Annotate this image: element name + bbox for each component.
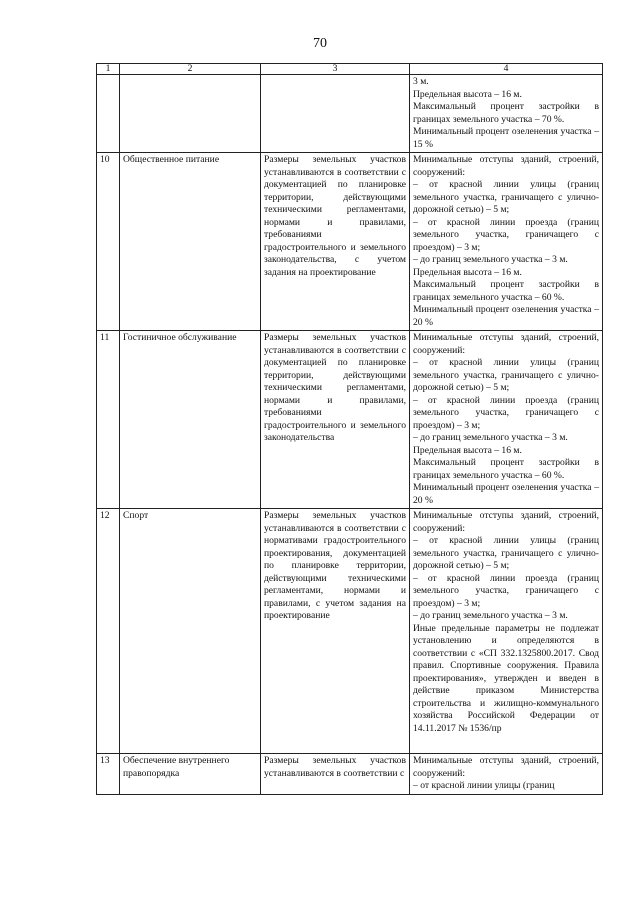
param-line: – до границ земельного участка – 3 м. [413,254,568,265]
land-plot-sizes: Размеры земельных участков устанавливаются в соответствии с документацией по планировке территории, действующими техническими регламентами, нормами и правилами, требованиями градостроительного и земельного законодательства, с учетом задания на проектирование [261,153,410,331]
row-name-cell [120,75,261,153]
use-type-name: Обеспечение внутреннего правопорядка [120,754,261,795]
table-row-continued [97,75,603,153]
param-line: Минимальные отступы зданий, строений, сооружений: [413,332,599,356]
param-line: Максимальный процент застройки в границах земельного участка – 60 %. [413,457,599,481]
param-line: Минимальные отступы зданий, строений, сооружений: [413,154,599,178]
row-number: 10 [97,153,120,331]
land-plot-sizes: Размеры земельных участков устанавливаются в соответствии с [261,754,410,795]
param-line: – от красной линии проезда (границ земельного участка, граничащего с проездом) – 3 м; [413,394,599,431]
column-number-1: 1 [97,64,120,75]
param-line: – от красной линии проезда (границ земельного участка, граничащего с проездом) – 3 м; [413,216,599,253]
param-line: – до границ земельного участка – 3 м. [413,610,568,621]
param-line: – от красной линии улицы (границ [413,780,555,791]
land-plot-sizes: Размеры земельных участков устанавливаются в соответствии с документацией по планировке территории, действующими техническими регламентами, нормами и правилами, требованиями градостроительного и земельного законодательства [261,331,410,509]
row-params-cell [410,331,603,509]
use-type-name: Общественное питание [120,153,261,331]
param-line: – от красной линии проезда (границ земельного участка, граничащего с проездом) – 3 м; [413,572,599,609]
row-number: 12 [97,509,120,754]
row-number: 11 [97,331,120,509]
row-number-cell [97,75,120,153]
land-plot-sizes: Размеры земельных участков устанавливаются в соответствии с нормативами градостроительного проектирования, документацией по планировке территории, действующими техническими регламентами, нормами и правилами, с учетом задания на проектирование [261,509,410,754]
param-line: Предельная высота – 16 м. [413,266,522,278]
row-params-cell [410,75,603,153]
param-line: Минимальные отступы зданий, строений, сооружений: [413,510,599,534]
table-row-10 [97,153,603,331]
param-line: Иные предельные параметры не подлежат установлению и определяются в соответствии с «СП 332.1325800.2017. Свод правил. Спортивные сооружения. Правила проектирования», утвержден и введен в действие приказом Министерства строительства и жилищно-коммунального хозяйства Российской Федерации от 14.11.2017 № 1536/пр [413,622,599,734]
row-sizes-cell [261,75,410,153]
table-row-12 [97,509,603,754]
param-line: Предельная высота – 16 м. [413,88,522,100]
use-type-name: Спорт [120,509,261,754]
column-number-2: 2 [120,64,261,75]
param-line: Предельная высота – 16 м. [413,444,522,456]
param-line: Минимальные отступы зданий, строений, сооружений: [413,755,599,779]
use-type-name: Гостиничное обслуживание [120,331,261,509]
param-line: Минимальный процент озеленения участка – 15 % [413,126,599,150]
row-params-cell [410,509,603,754]
param-line: 3 м. [413,76,429,87]
table-row-11 [97,331,603,509]
column-number-4: 4 [410,64,603,75]
row-params-cell [410,754,603,795]
param-line: Максимальный процент застройки в границах земельного участка – 60 %. [413,279,599,303]
param-line: Минимальный процент озеленения участка – 20 % [413,482,599,506]
param-line: – от красной линии улицы (границ земельного участка, граничащего с улично-дорожной сетью) – 5 м; [413,535,599,571]
row-number: 13 [97,754,120,795]
regulations-table [96,63,603,795]
column-number-row [97,64,603,75]
param-line: Минимальный процент озеленения участка – 20 % [413,304,599,328]
column-number-3: 3 [261,64,410,75]
page-number: 70 [313,36,327,51]
param-line: – от красной линии улицы (границ земельного участка, граничащего с улично-дорожной сетью) – 5 м; [413,179,599,215]
table-row-13 [97,754,603,795]
row-params-cell [410,153,603,331]
param-line: – до границ земельного участка – 3 м. [413,432,568,443]
param-line: – от красной линии улицы (границ земельного участка, граничащего с улично-дорожной сетью) – 5 м; [413,357,599,393]
param-line: Максимальный процент застройки в границах земельного участка – 70 %. [413,101,599,125]
